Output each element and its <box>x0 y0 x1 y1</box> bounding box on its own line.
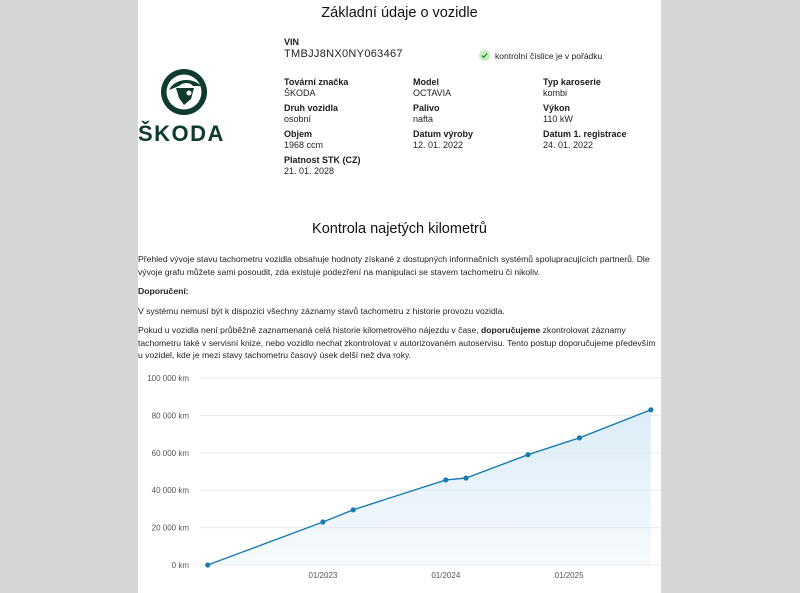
field-label-stk: Platnost STK (CZ) <box>284 155 361 165</box>
mileage-intro-text: Přehled vývoje stavu tachometru vozidla obsahuje hodnoty získané z dostupných informačních systémů spolupracujících partnerů. Dle vývoje grafu můžete sami posoudit, zda existuje podezření na manipulaci se stavem tachometru či nikoliv. <box>138 254 650 277</box>
data-point <box>205 562 210 567</box>
field-label-fuel: Palivo <box>413 103 440 113</box>
advice-text-start: Pokud u vozidla není průběžně zaznamenaná celá historie kilometrového nájezdu v čase, <box>138 325 482 335</box>
series-area <box>208 410 651 565</box>
field-label-body: Typ karoserie <box>543 77 601 87</box>
field-value-body: kombi <box>543 88 568 98</box>
data-point <box>648 407 653 412</box>
advice-text-bold: doporučujeme <box>481 325 541 335</box>
data-point <box>463 475 468 480</box>
field-value-brand: ŠKODA <box>284 88 316 98</box>
x-tick-label: 01/2023 <box>308 571 338 580</box>
field-label-brand: Tovární značka <box>284 77 349 87</box>
vin-check-status <box>479 50 602 61</box>
field-value-fuel: nafta <box>413 114 434 124</box>
data-point <box>443 477 448 482</box>
field-value-registration-date: 24. 01. 2022 <box>543 140 594 150</box>
left-margin <box>0 0 138 593</box>
field-label-registration-date: Datum 1. registrace <box>543 129 627 139</box>
advice-text-end: zkontrolovat záznamy tachometru také v servisní knize, nebo vozidlo nechat zkontrolovat v autorizovaném autoservisu. Tento postup doporučujeme především u vozidel, kde je mezi stavy tachometru časový úsek delší než dva roky. <box>138 325 656 361</box>
field-value-model: OCTAVIA <box>413 88 452 98</box>
field-value-power: 110 kW <box>543 114 573 124</box>
field-label-production-date: Datum výroby <box>413 129 474 139</box>
right-margin <box>661 0 800 593</box>
x-tick-label: 01/2025 <box>554 571 584 580</box>
recommendation-note: V systému nemusí být k dispozici všechny záznamy stavů tachometru z historie provozu vozidla. <box>138 306 505 316</box>
field-label-volume: Objem <box>284 129 313 139</box>
data-point <box>577 435 582 440</box>
vin-label: VIN <box>284 37 300 47</box>
mileage-section-title: Kontrola najetých kilometrů <box>312 221 487 237</box>
field-label-kind: Druh vozidla <box>284 103 339 113</box>
data-point <box>320 519 325 524</box>
field-label-power: Výkon <box>543 103 571 113</box>
field-value-production-date: 12. 01. 2022 <box>413 140 464 150</box>
document-page <box>138 0 661 593</box>
data-point <box>351 507 356 512</box>
x-tick-label: 01/2024 <box>431 571 461 580</box>
logo-wordmark: ŠKODA <box>138 121 225 146</box>
vin-check-text: kontrolní číslice je v pořádku <box>495 50 603 61</box>
recommendation-advice <box>138 324 661 362</box>
skoda-logo-icon <box>138 68 248 118</box>
data-point <box>525 452 530 457</box>
y-tick-label: 20 000 km <box>151 523 189 533</box>
y-tick-label: 40 000 km <box>151 486 189 496</box>
vin-value: TMBJJ8NX0NY063467 <box>284 48 403 60</box>
mileage-chart <box>138 368 661 593</box>
field-value-stk: 21. 01. 2028 <box>284 166 335 176</box>
field-value-volume: 1968 ccm <box>284 140 324 150</box>
page-title: Základní údaje o vozidle <box>321 5 478 21</box>
y-tick-label: 100 000 km <box>147 374 189 383</box>
checkmark-icon <box>479 50 490 61</box>
y-tick-label: 60 000 km <box>151 448 189 458</box>
y-tick-label: 0 km <box>171 561 189 570</box>
field-label-model: Model <box>413 77 439 87</box>
field-value-kind: osobní <box>284 114 312 124</box>
recommendation-heading: Doporučení: <box>138 286 189 296</box>
y-tick-label: 80 000 km <box>151 411 189 421</box>
